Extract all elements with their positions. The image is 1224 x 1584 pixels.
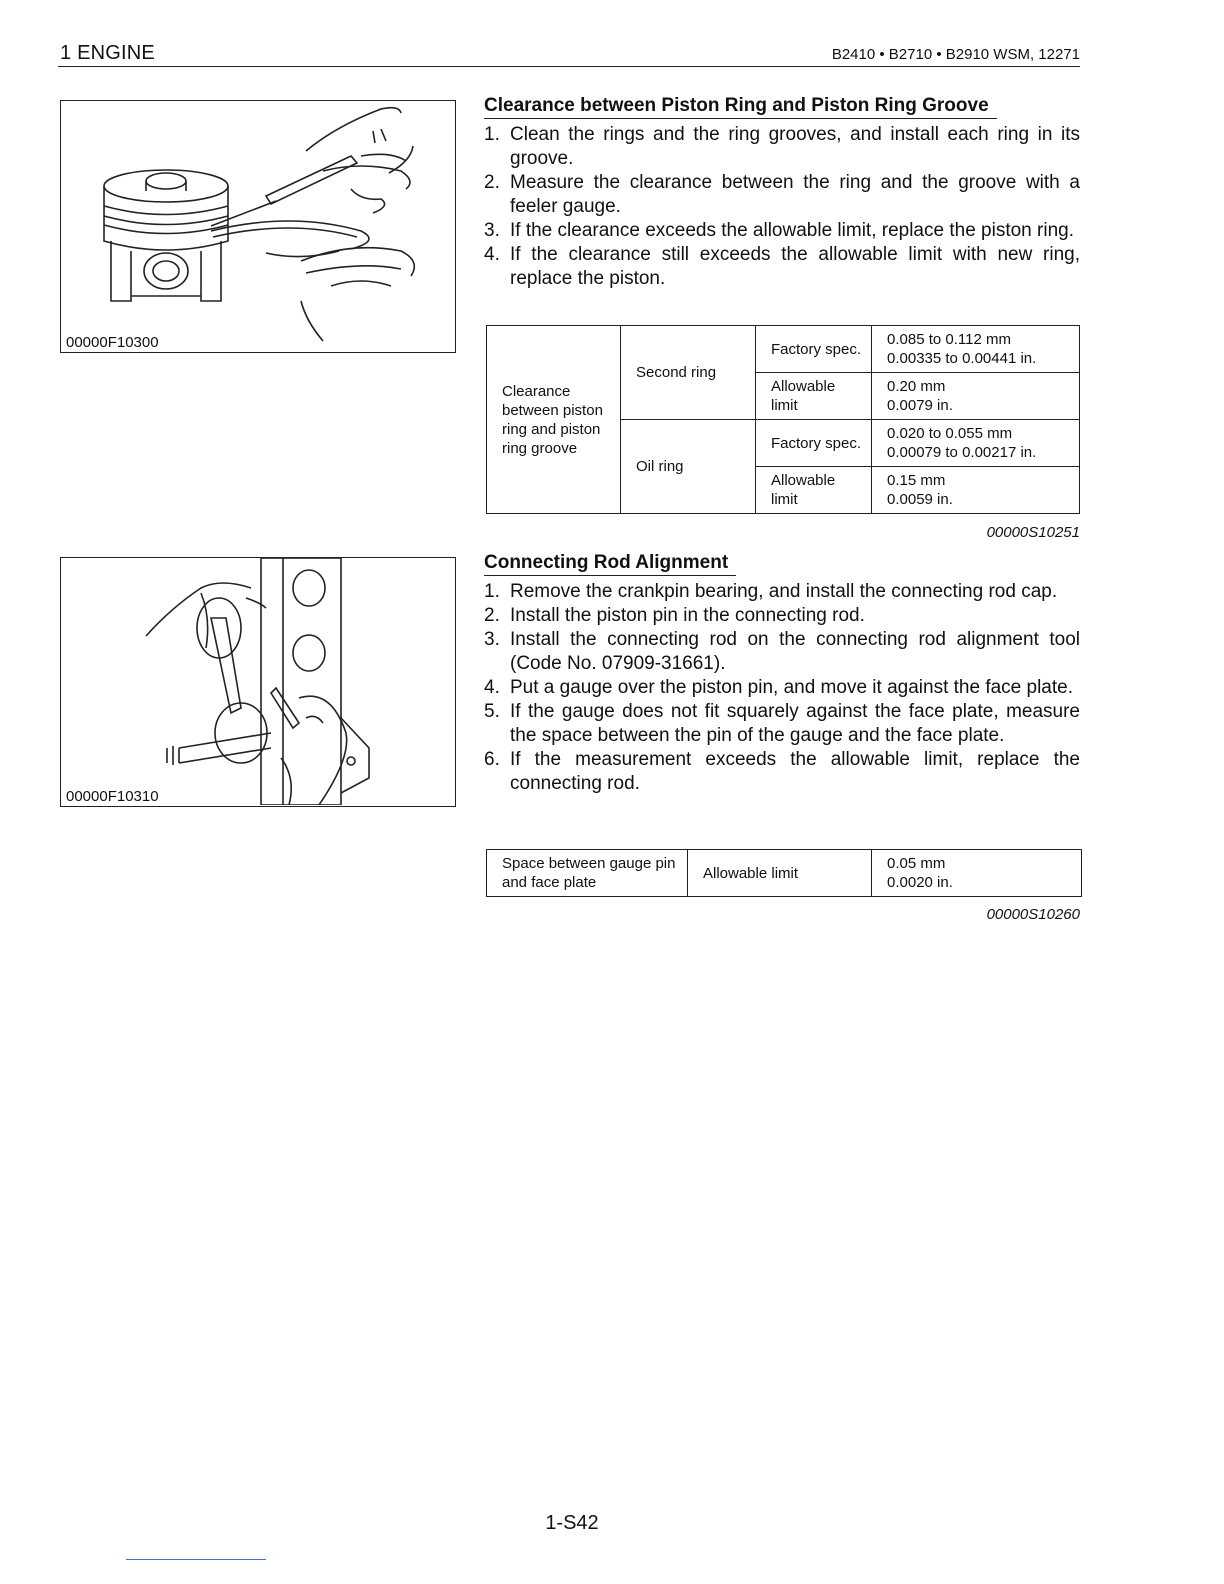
table-cell-value: 0.20 mm 0.0079 in. <box>872 373 1080 420</box>
list-item: 5. If the gauge does not fit squarely against the face plate, measure the space between the pin of the gauge and the face plate. <box>484 701 1080 746</box>
table-row <box>487 850 1082 897</box>
section1-title: Clearance between Piston Ring and Piston Ring Groove <box>484 95 997 119</box>
connecting-rod-alignment-tool-illustration <box>61 558 454 805</box>
piston-ring-feeler-gauge-illustration <box>61 101 454 351</box>
section2-title: Connecting Rod Alignment <box>484 552 736 576</box>
page-number: 1-S42 <box>545 1512 599 1534</box>
table-cell-value: 0.085 to 0.112 mm 0.00335 to 0.00441 in. <box>872 326 1080 373</box>
list-item: 3. Install the connecting rod on the connecting rod alignment tool (Code No. 07909-31661). <box>484 629 1080 674</box>
section-piston-ring-clearance <box>484 95 1080 291</box>
list-item: 4. Put a gauge over the piston pin, and move it against the face plate. <box>484 677 1073 698</box>
table-cell-part: Second ring <box>621 326 756 420</box>
model-reference: B2410 • B2710 • B2910 WSM, 12271 <box>831 46 1080 63</box>
section-connecting-rod-alignment <box>484 552 1080 796</box>
section2-code: 00000S10260 <box>986 906 1080 923</box>
table-cell-value: 0.020 to 0.055 mm 0.00079 to 0.00217 in. <box>872 420 1080 467</box>
list-item: 3. If the clearance exceeds the allowable limit, replace the piston ring. <box>484 220 1074 241</box>
list-item: 1. Remove the crankpin bearing, and install the connecting rod cap. <box>484 581 1058 602</box>
header-divider <box>58 66 1080 67</box>
table-cell-item: Space between gauge pin and face plate <box>487 850 688 897</box>
section1-code: 00000S10251 <box>986 524 1080 541</box>
chapter-title: 1 ENGINE <box>60 42 155 64</box>
connecting-rod-spec-table <box>486 849 1082 897</box>
piston-ring-spec-table <box>486 325 1080 514</box>
figure-caption-1: 00000F10300 <box>66 334 159 351</box>
table-cell-type: Factory spec. <box>756 326 872 373</box>
list-item: 2. Install the piston pin in the connecting rod. <box>484 605 865 626</box>
table-row <box>487 326 1080 373</box>
table-cell-value: 0.05 mm 0.0020 in. <box>872 850 1082 897</box>
list-item: 6. If the measurement exceeds the allowable limit, replace the connecting rod. <box>484 749 1080 794</box>
figure-caption-2: 00000F10310 <box>66 788 159 805</box>
figure-connecting-rod <box>60 557 456 807</box>
table-cell-type: Allowable limit <box>688 850 872 897</box>
list-item: 2. Measure the clearance between the ring and the groove with a feeler gauge. <box>484 172 1080 217</box>
list-item: 4. If the clearance still exceeds the allowable limit with new ring, replace the piston. <box>484 244 1080 289</box>
list-item: 1. Clean the rings and the ring grooves, and install each ring in its groove. <box>484 124 1080 169</box>
table-cell-item: Clearance between piston ring and piston ring groove <box>487 326 621 514</box>
section2-steps <box>484 580 1080 796</box>
table-cell-part: Oil ring <box>621 420 756 514</box>
section1-steps <box>484 123 1080 291</box>
footer-link-underline <box>126 1559 266 1560</box>
table-cell-type: Factory spec. <box>756 420 872 467</box>
figure-piston-ring <box>60 100 456 353</box>
table-cell-value: 0.15 mm 0.0059 in. <box>872 467 1080 514</box>
table-cell-type: Allowable limit <box>756 467 872 514</box>
table-cell-type: Allowable limit <box>756 373 872 420</box>
